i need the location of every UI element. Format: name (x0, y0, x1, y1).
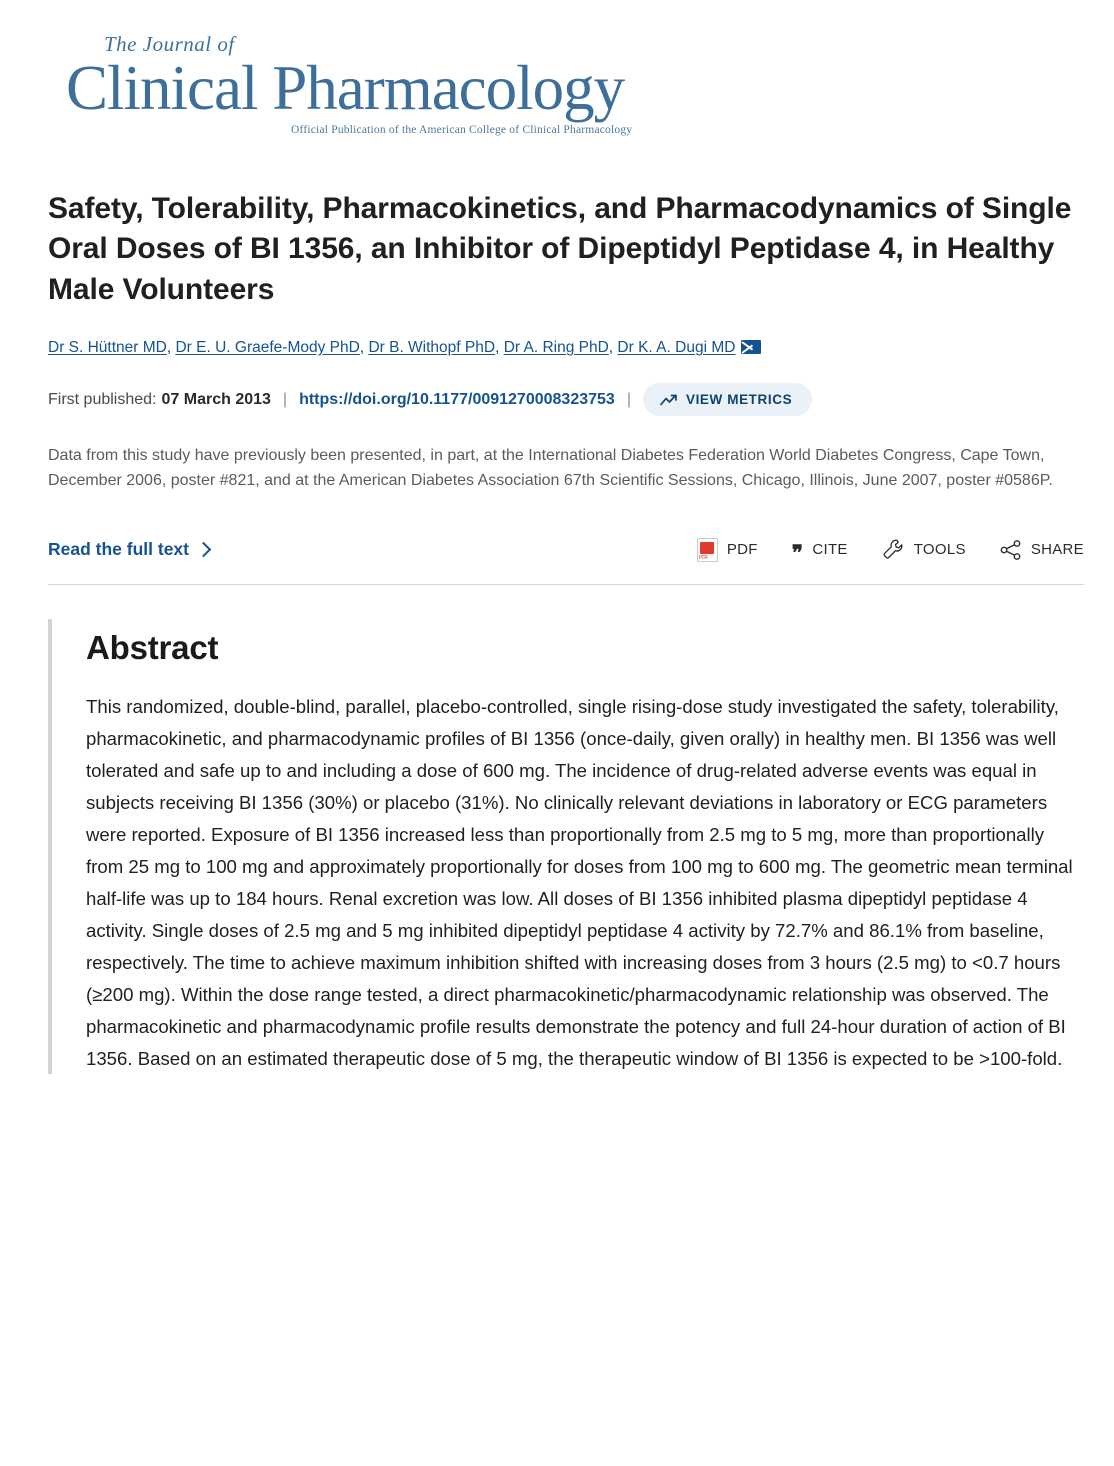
pdf-button[interactable] (697, 538, 758, 562)
share-button[interactable] (1000, 540, 1084, 560)
author-separator: , (166, 339, 176, 356)
cite-button[interactable] (791, 540, 848, 565)
presentation-note: Data from this study have previously been presented, in part, at the International Diabetes Federation World Diabetes Congress, Cape Town, December 2006, poster #821, and at the American Diabetes Association 67th Scientific Sessions, Chicago, Illinois, June 2007, poster #0586P. (48, 447, 1053, 490)
abstract-rule (48, 619, 52, 1075)
first-published-date: 07 March 2013 (161, 390, 271, 408)
doi-link[interactable]: https://doi.org/10.1177/0091270008323753 (299, 390, 615, 408)
envelope-icon[interactable] (741, 340, 761, 354)
author-separator: , (608, 339, 618, 356)
journal-the-label: The Journal of (104, 32, 235, 56)
author-link-1[interactable]: Dr S. Hüttner MD (48, 339, 167, 356)
read-full-text-label: Read the full text (48, 539, 189, 560)
abstract-body (86, 619, 1084, 1075)
read-full-text-link[interactable] (48, 539, 209, 560)
page-title: Safety, Tolerability, Pharmacokinetics, and Pharmacodynamics of Single Oral Doses of BI 1356, an Inhibitor of Dipeptidyl Peptidase 4, in Healthy Male Volunteers (48, 191, 1072, 306)
abstract-text: This randomized, double-blind, parallel, placebo-controlled, single rising-dose study investigated the safety, tolerability, pharmacokinetic, and pharmacodynamic profiles of BI 1356 (once-daily, given orally) in healthy men. BI 1356 was well tolerated and safe up to and including a dose of 600 mg. The incidence of drug-related adverse events was equal in subjects receiving BI 1356 (30%) or placebo (31%). No clinically relevant deviations in laboratory or ECG parameters were reported. Exposure of BI 1356 increased less than proportionally from 2.5 mg to 5 mg, more than proportionally from 25 mg to 100 mg and approximately proportionally for doses from 100 mg to 600 mg. The geometric mean terminal half-life was up to 184 hours. Renal excretion was low. All doses of BI 1356 inhibited plasma dipeptidyl peptidase 4 activity. Single doses of 2.5 mg and 5 mg inhibited dipeptidyl peptidase 4 activity by 72.7% and 86.1% from baseline, respectively. The time to achieve maximum inhibition shifted with increasing doses from 3 hours (2.5 mg) to <0.7 hours (≥200 mg). Within the dose range tested, a direct pharmacokinetic/pharmacodynamic relationship was observed. The pharmacokinetic and pharmacodynamic profile results demonstrate the potency and full 24-hour duration of action of BI 1356. Based on an estimated therapeutic dose of 5 mg, the therapeutic window of BI 1356 is expected to be >100-fold. (86, 695, 1073, 1069)
author-link-4[interactable]: Dr A. Ring PhD (503, 339, 609, 356)
author-separator: , (359, 339, 369, 356)
cite-label: CITE (812, 541, 848, 559)
tools-label: TOOLS (913, 541, 966, 559)
author-link-5[interactable]: Dr K. A. Dugi MD (617, 339, 736, 356)
publication-line (48, 383, 1084, 416)
first-published-label: First published: (48, 390, 157, 408)
journal-name: Clinical Pharmacology (66, 53, 625, 123)
journal-tagline: Official Publication of the American College of Clinical Pharmacology (291, 124, 633, 136)
quote-icon: ❞ (791, 540, 804, 565)
author-list (48, 336, 1084, 359)
author-link-3[interactable]: Dr B. Withopf PhD (368, 339, 496, 356)
share-label: SHARE (1030, 541, 1084, 559)
chevron-right-icon (196, 542, 212, 558)
author-link-2[interactable]: Dr E. U. Graefe-Mody PhD (175, 339, 360, 356)
divider: | (626, 390, 631, 408)
abstract-heading: Abstract (86, 628, 219, 666)
pdf-label: PDF (726, 541, 758, 559)
tool-buttons (697, 538, 1084, 565)
divider: | (282, 390, 288, 408)
author-separator: , (495, 339, 504, 356)
pdf-icon (697, 538, 718, 562)
action-bar (48, 538, 1084, 585)
journal-logo (66, 34, 1084, 137)
tools-button[interactable] (882, 538, 966, 561)
metrics-chart-icon (660, 394, 677, 406)
view-metrics-label: VIEW METRICS (685, 392, 793, 408)
wrench-icon (882, 538, 905, 561)
share-icon (1000, 540, 1022, 560)
abstract-section (48, 619, 1084, 1075)
view-metrics-button[interactable] (643, 383, 812, 416)
